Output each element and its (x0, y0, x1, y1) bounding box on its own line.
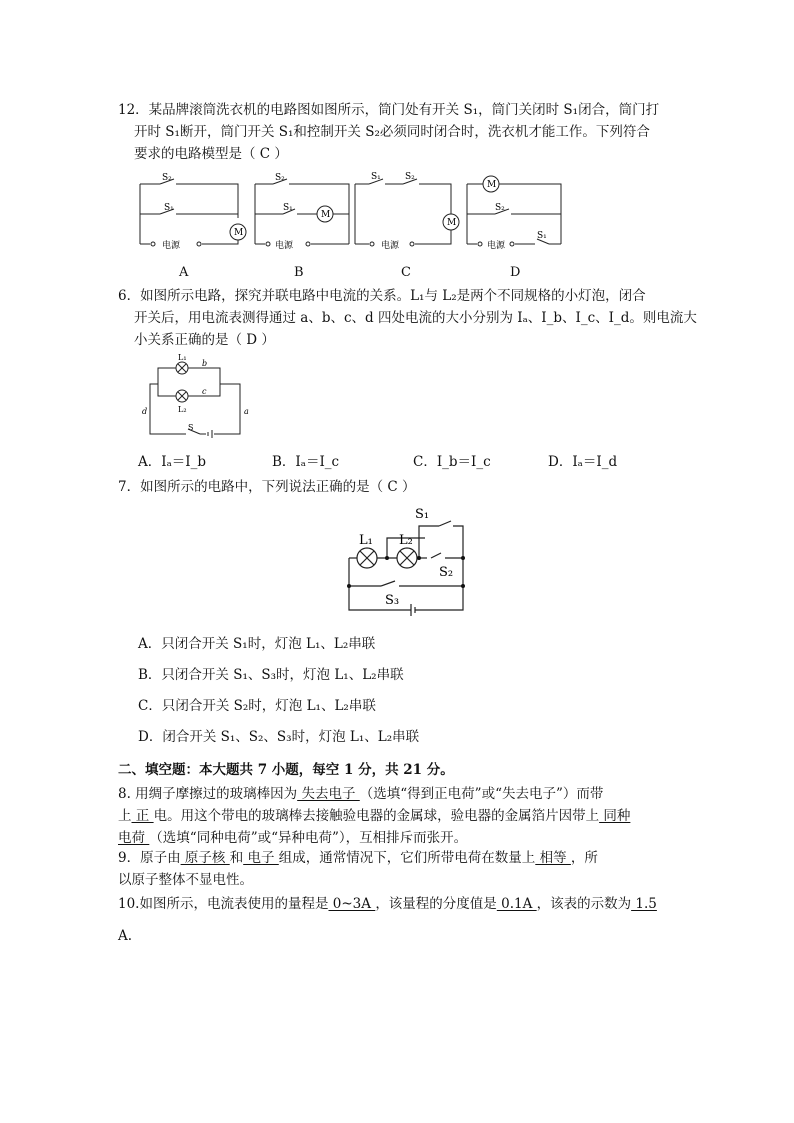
q12-option-b: B (294, 265, 304, 280)
svg-text:电源: 电源 (487, 241, 506, 251)
svg-text:M: M (487, 180, 497, 190)
svg-text:S₂: S₂ (439, 565, 454, 580)
q8-line1: 8. 用绸子摩擦过的玻璃棒因为 失去电子 （选填“得到正电荷”或“失去电子”）而带 (118, 786, 604, 802)
svg-text:S₂: S₂ (405, 172, 415, 182)
q12-option-d: D (510, 265, 521, 280)
q8-blank-1: 失去电子 (297, 786, 360, 802)
q6-option-d: D．Iₐ＝I_d (548, 454, 618, 470)
q12-line1: 12．某品牌滚筒洗衣机的电路图如图所示，筒门处有开关 S₁，筒门关闭时 S₁闭合，筒门打 (118, 102, 660, 118)
q9-blank-3: 相等 (535, 850, 571, 866)
svg-text:S₂: S₂ (162, 173, 172, 183)
q10-line1: 10.如图所示，电流表使用的量程是 0~3A ，该量程的分度值是 0.1A ，该表的示数为 1.5 (118, 896, 657, 912)
svg-text:L₂: L₂ (399, 533, 413, 548)
svg-text:S₁: S₁ (537, 231, 547, 241)
q7-option-c: C．只闭合开关 S₂时，灯泡 L₁、L₂串联 (138, 698, 376, 714)
q12-option-c: C (401, 265, 411, 280)
svg-text:M: M (321, 210, 331, 220)
q7-circuit (345, 502, 475, 620)
q8-blank-2: 正 (131, 808, 154, 824)
q12-circuit-c (353, 170, 463, 258)
q10-blank-3: 1.5 (631, 896, 657, 912)
q6-line3: 小关系正确的是（ D ） (134, 332, 275, 348)
section-heading: 二、填空题：本大题共 7 小题，每空 1 分，共 21 分。 (118, 762, 454, 778)
q12-circuit-a (138, 170, 250, 258)
svg-text:电源: 电源 (381, 241, 400, 251)
q8-blank-3-cont: 电荷 (118, 830, 150, 846)
q10-line2: A. (118, 928, 133, 944)
svg-text:d: d (142, 407, 148, 416)
q6-option-a: A．Iₐ＝I_b (138, 454, 207, 470)
q10-blank-2: 0.1A (496, 896, 537, 912)
q9-line2: 以原子整体不显电性。 (118, 872, 253, 888)
q6-line1: 6．如图所示电路，探究并联电路中电流的关系。L₁与 L₂是两个不同规格的小灯泡，闭合 (118, 288, 646, 304)
q7-option-d: D．闭合开关 S₁、S₂、S₃时，灯泡 L₁、L₂串联 (138, 729, 420, 745)
q6-option-c: C．I_b＝I_c (413, 454, 491, 470)
svg-text:L₁: L₁ (178, 353, 187, 362)
svg-text:c: c (202, 387, 207, 396)
svg-text:b: b (202, 359, 208, 368)
svg-text:电源: 电源 (162, 241, 181, 251)
svg-text:a: a (244, 407, 249, 416)
q9-blank-2: 电子 (243, 850, 279, 866)
svg-text:M: M (234, 228, 244, 238)
q12-circuit-d (465, 170, 565, 258)
q7-stem: 7．如图所示的电路中，下列说法正确的是（ C ） (118, 479, 416, 495)
q8-line2: 上 正 电。用这个带电的玻璃棒去接触验电器的金属球，验电器的金属箔片因带上 同种 (118, 808, 631, 824)
svg-text:电源: 电源 (275, 241, 294, 251)
svg-text:S₁: S₁ (164, 203, 174, 213)
svg-text:S₁: S₁ (283, 203, 293, 213)
q8-blank-3: 同种 (599, 808, 631, 824)
q12-line2: 开时 S₁断开，筒门开关 S₁和控制开关 S₂必须同时闭合时，洗衣机才能工作。下列符合 (134, 124, 650, 140)
q12-circuit-b (253, 170, 353, 258)
svg-text:S₁: S₁ (371, 172, 381, 182)
svg-text:S₂: S₂ (495, 203, 505, 213)
q12-line3: 要求的电路模型是（ C ） (134, 146, 288, 162)
svg-text:S₁: S₁ (415, 507, 430, 522)
svg-text:S: S (188, 423, 194, 432)
q7-option-b: B．只闭合开关 S₁、S₃时，灯泡 L₁、L₂串联 (138, 667, 404, 683)
svg-text:L₁: L₁ (359, 533, 373, 548)
svg-text:S₃: S₃ (385, 593, 400, 608)
svg-text:S₂: S₂ (275, 173, 285, 183)
q9-blank-1: 原子核 (180, 850, 230, 866)
q6-circuit (140, 352, 248, 440)
q6-option-b: B．Iₐ＝I_c (272, 454, 340, 470)
q7-option-a: A．只闭合开关 S₁时，灯泡 L₁、L₂串联 (138, 636, 376, 652)
q10-blank-1: 0~3A (328, 896, 376, 912)
svg-text:M: M (447, 218, 457, 228)
q6-line2: 开关后，用电流表测得通过 a、b、c、d 四处电流的大小分别为 Iₐ、I_b、I_c、I_d。则电流大 (134, 310, 697, 326)
q12-option-a: A (179, 265, 189, 280)
svg-text:L₂: L₂ (178, 405, 187, 414)
q9-line1: 9．原子由 原子核 和 电子 组成，通常情况下，它们所带电荷在数量上 相等 ，所 (118, 850, 598, 866)
q8-line3: 电荷 （选填“同种电荷”或“异种电荷”），互相排斥而张开。 (118, 830, 468, 846)
